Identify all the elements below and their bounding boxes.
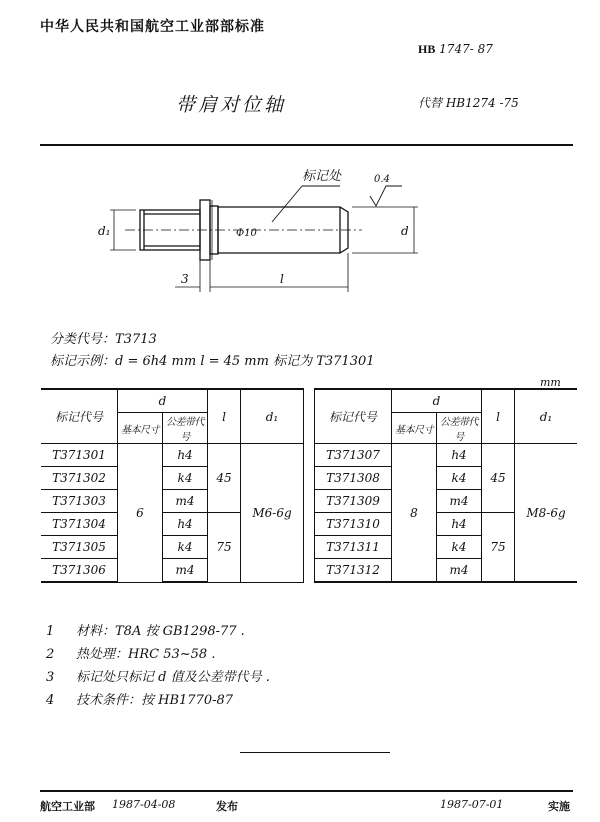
row-code: T371305: [41, 536, 118, 559]
row-code: T371303: [41, 490, 118, 513]
l-value: 45: [208, 444, 241, 513]
header-base-size: 基本尺寸: [118, 413, 163, 444]
row-code: T371308: [315, 467, 392, 490]
tolerance-value: m4: [437, 559, 482, 583]
row-code: T371304: [41, 513, 118, 536]
part-drawing: [40, 160, 420, 300]
table-row: [41, 444, 304, 467]
spec-table-right: [314, 388, 577, 583]
tolerance-value: h4: [437, 444, 482, 467]
table-row: [315, 444, 578, 467]
header-l: l: [482, 389, 515, 444]
base-size-value: 6: [118, 444, 163, 583]
bottom-rule: [40, 790, 573, 792]
note-number: 3: [46, 670, 55, 685]
row-code: T371306: [41, 559, 118, 583]
end-rule: [240, 752, 390, 753]
note-text: 标记处只标记 d 值及公差带代号 .: [76, 670, 270, 685]
row-code: T371312: [315, 559, 392, 583]
footer-publish-label: 发布: [216, 800, 238, 813]
page-title: 带肩对位轴: [176, 94, 287, 116]
footer-implement-date: 1987-07-01: [440, 798, 504, 811]
dim-3: 3: [181, 272, 189, 286]
tolerance-value: k4: [437, 467, 482, 490]
row-code: T371301: [41, 444, 118, 467]
dim-d: d: [401, 224, 409, 238]
header-code: 标记代号: [41, 389, 118, 444]
spec-table-left: [41, 388, 304, 583]
top-rule: [40, 144, 573, 146]
note-text: 热处理：HRC 53~58 .: [76, 647, 216, 662]
base-size-value: 8: [392, 444, 437, 583]
note-number: 2: [46, 647, 55, 662]
dim-d1: d₁: [98, 224, 111, 238]
header-tolerance: 公差带代号: [437, 413, 482, 444]
header-code: 标记代号: [315, 389, 392, 444]
tolerance-value: k4: [437, 536, 482, 559]
row-code: T371310: [315, 513, 392, 536]
footer-publisher: 航空工业部: [40, 800, 95, 813]
header-d: d: [392, 389, 482, 413]
l-value: 45: [482, 444, 515, 513]
issuing-organization: 中华人民共和国航空工业部部标准: [40, 19, 265, 35]
header-base-size: 基本尺寸: [392, 413, 437, 444]
tolerance-value: m4: [437, 490, 482, 513]
note-number: 1: [46, 624, 55, 639]
note-item: [46, 620, 270, 643]
standard-number: 1747- 87: [439, 42, 493, 56]
tolerance-value: k4: [163, 536, 208, 559]
l-value: 75: [482, 513, 515, 583]
header-d: d: [118, 389, 208, 413]
dim-l: l: [280, 272, 284, 286]
footer-implement-label: 实施: [548, 800, 570, 813]
d1-value: M6-6g: [241, 444, 304, 583]
marking-example: 标记示例：d = 6h4 mm l = 45 mm 标记为 T371301: [50, 354, 375, 369]
row-code: T371307: [315, 444, 392, 467]
note-item: [46, 689, 270, 712]
note-number: 4: [46, 693, 55, 708]
standard-prefix: HB: [418, 42, 436, 56]
header-d1: d₁: [241, 389, 304, 444]
class-code: 分类代号：T3713: [50, 332, 157, 347]
header-tolerance: 公差带代号: [163, 413, 208, 444]
row-code: T371302: [41, 467, 118, 490]
tolerance-value: m4: [163, 490, 208, 513]
tolerance-value: m4: [163, 559, 208, 583]
unit-label: mm: [540, 376, 561, 389]
mark-label: 标记处: [302, 169, 342, 184]
notes-list: [46, 620, 270, 712]
note-text: 技术条件：按 HB1770-87: [76, 693, 234, 708]
row-code: T371309: [315, 490, 392, 513]
note-item: [46, 643, 270, 666]
tolerance-value: k4: [163, 467, 208, 490]
tolerance-value: h4: [163, 513, 208, 536]
l-value: 75: [208, 513, 241, 583]
standard-code: [418, 42, 493, 57]
note-item: [46, 666, 270, 689]
tolerance-value: h4: [437, 513, 482, 536]
row-code: T371311: [315, 536, 392, 559]
header-l: l: [208, 389, 241, 444]
header-d1: d₁: [515, 389, 578, 444]
note-text: 材料：T8A 按 GB1298-77 .: [76, 624, 245, 639]
replaces-standard: 代替 HB1274 -75: [418, 96, 519, 110]
d1-value: M8-6g: [515, 444, 578, 583]
footer-publish-date: 1987-04-08: [112, 798, 176, 811]
roughness-value: 0.4: [374, 174, 390, 185]
tolerance-value: h4: [163, 444, 208, 467]
dim-phi: Φ10: [236, 228, 257, 239]
